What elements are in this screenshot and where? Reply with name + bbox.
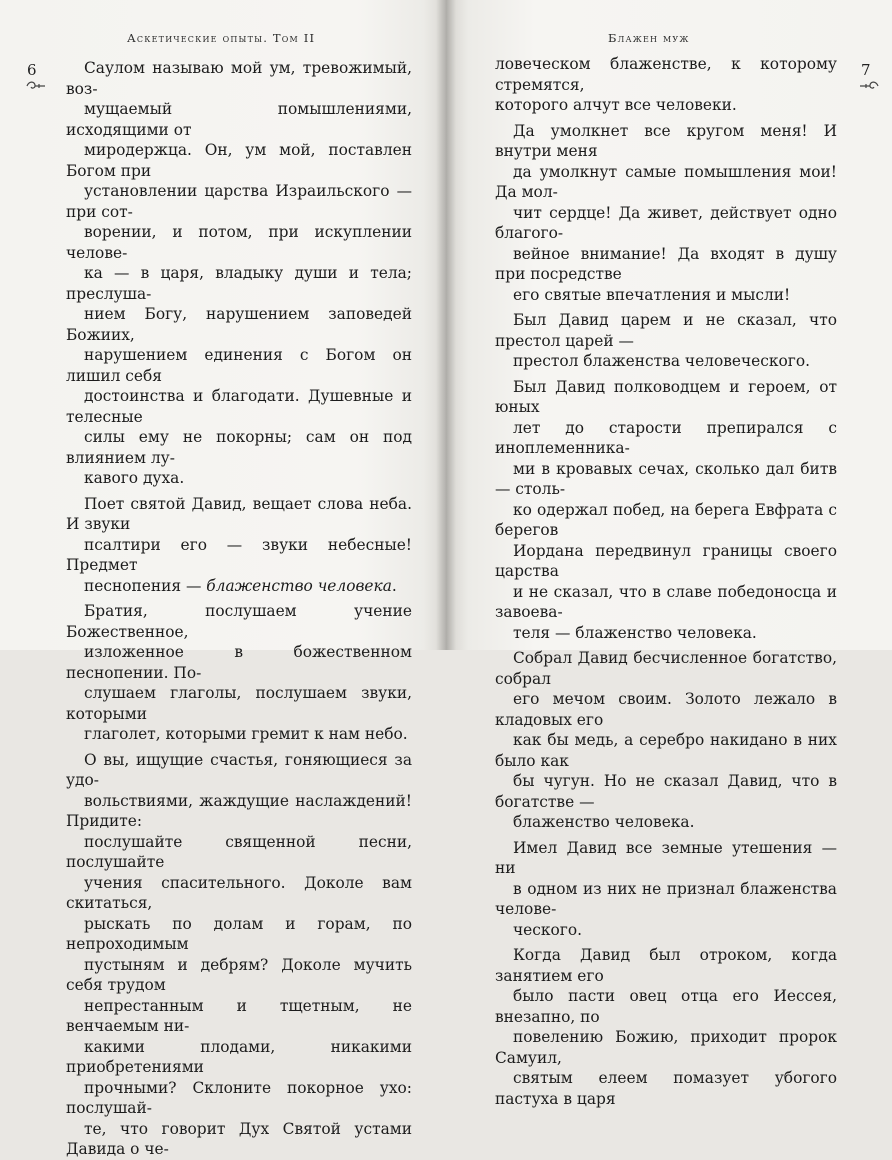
text-line: лет до старости препирался с иноплеменника-: [495, 418, 837, 457]
text-line: ловеческом блаженстве, к которому стремятся,: [495, 55, 837, 94]
text-line: да умолкнут самые помышления мои! Да мол-: [495, 162, 837, 201]
text-line: Иордана передвинул границы своего царства: [495, 541, 837, 580]
text-line: Имел Давид все земные утешения — ни: [495, 838, 837, 877]
text-line: ка — в царя, владыку души и тела; преслуша-: [66, 264, 412, 303]
text-line: и не сказал, что в славе победоносца и завоева-: [495, 582, 837, 621]
text-line: Братия, послушаем учение Божественное,: [66, 602, 412, 641]
text-line: Был Давид полководцем и героем, от юных: [495, 377, 837, 416]
left-running-head: Аскетические опыты. Том II: [127, 31, 316, 45]
text-line: ворении, и потом, при искуплении челове-: [66, 223, 412, 262]
left-page-text: [66, 58, 412, 1160]
text-span: песнопения —: [84, 576, 207, 595]
paragraph: [495, 377, 837, 644]
text-line: нием Богу, нарушением заповедей Божиих,: [66, 305, 412, 344]
text-line: установлении царства Израильского — при сот-: [66, 182, 412, 221]
book-gutter: [436, 0, 456, 650]
right-page: [446, 0, 892, 1108]
text-line: прочными? Склоните покорное ухо: послушай-: [66, 1078, 412, 1117]
text-line: слушаем глаголы, послушаем звуки, которыми: [66, 684, 412, 723]
text-line: мущаемый помышлениями, исходящими от: [66, 100, 412, 139]
text-line: ми в кровавых сечах, сколько дал битв — столь-: [495, 459, 837, 498]
text-line: кавого духа.: [84, 469, 185, 487]
text-line: бы чугун. Но не сказал Давид, что в богатстве —: [495, 772, 837, 811]
text-line: послушайте священной песни, послушайте: [66, 832, 412, 871]
text-line: нарушением единения с Богом он лишил себя: [66, 346, 412, 385]
paragraph: [66, 58, 412, 489]
left-page-number: 6: [27, 61, 37, 79]
text-line: какими плодами, никакими приобретениями: [66, 1037, 412, 1076]
text-line: его мечом своим. Золото лежало в кладовых его: [495, 690, 837, 729]
text-line: которого алчут все человеки.: [495, 96, 737, 114]
right-page-text: [495, 54, 837, 1109]
text-line: как бы медь, а серебро накидано в них было как: [495, 731, 837, 770]
italic-text: блаженство человека: [206, 576, 392, 595]
text-line: его святые впечатления и мысли!: [513, 285, 791, 304]
text-line: миродержца. Он, ум мой, поставлен Богом при: [66, 141, 412, 180]
text-line: святым елеем помазует убогого пастуха в царя: [495, 1069, 837, 1108]
text-line: пустыням и дебрям? Доколе мучить себя трудом: [66, 955, 412, 994]
right-running-head: Блажен муж: [608, 31, 690, 45]
text-line: рыскать по долам и горам, по непроходимым: [66, 914, 412, 953]
text-line: ческого.: [513, 920, 583, 939]
text-line: псалтири его — звуки небесные! Предмет: [66, 535, 412, 574]
text-line: блаженство человека.: [513, 813, 695, 831]
text-line: Когда Давид был отроком, когда занятием его: [495, 946, 837, 985]
ornament-icon: [858, 80, 880, 92]
text-line: престол блаженства человеческого.: [513, 352, 811, 370]
text-line: [66, 576, 412, 597]
text-line: было пасти овец отца его Иессея, внезапно, по: [495, 987, 837, 1026]
text-line: вейное внимание! Да входят в душу при посредстве: [495, 244, 837, 283]
text-line: те, что говорит Дух Святой устами Давида о че-: [66, 1119, 412, 1158]
right-page-number: 7: [861, 61, 871, 79]
text-line: в одном из них не признал блаженства челове-: [495, 879, 837, 918]
paragraph: [495, 121, 837, 306]
paragraph: [495, 310, 837, 372]
paragraph: [495, 54, 837, 116]
text-line: достоинства и благодати. Душевные и телесные: [66, 387, 412, 426]
text-line: Саулом называю мой ум, тревожимый, воз-: [66, 59, 412, 98]
text-line: Собрал Давид бесчисленное богатство, собрал: [495, 649, 837, 688]
left-page: [0, 0, 446, 1158]
ornament-icon: [25, 80, 47, 92]
paragraph: [495, 648, 837, 833]
text-line: Да умолкнет все кругом меня! И внутри меня: [495, 121, 837, 160]
paragraph: [495, 945, 837, 1109]
paragraph: [66, 601, 412, 745]
text-line: Был Давид царем и не сказал, что престол царей —: [495, 311, 837, 350]
text-line: учения спасительного. Доколе вам скитаться,: [66, 873, 412, 912]
text-line: ко одержал побед, на берега Евфрата с берегов: [495, 500, 837, 539]
text-line: изложенное в божественном песнопении. По-: [66, 643, 412, 682]
text-line: чит сердце! Да живет, действует одно благого-: [495, 203, 837, 242]
text-line: непрестанным и тщетным, не венчаемым ни-: [66, 996, 412, 1035]
paragraph: [66, 494, 412, 597]
text-line: теля — блаженство человека.: [513, 623, 757, 642]
text-line: силы ему не покорны; сам он под влиянием лу-: [66, 428, 412, 467]
text-span: .: [391, 576, 397, 595]
paragraph: [495, 838, 837, 941]
text-line: повелению Божию, приходит пророк Самуил,: [495, 1028, 837, 1067]
paragraph: [66, 750, 412, 1160]
text-line: О вы, ищущие счастья, гоняющиеся за удо-: [66, 750, 412, 789]
text-line: глаголет, которыми гремит к нам небо.: [84, 725, 408, 743]
text-line: вольствиями, жаждущие наслаждений! Придите:: [66, 791, 412, 830]
text-line: Поет святой Давид, вещает слова неба. И звуки: [66, 494, 412, 533]
